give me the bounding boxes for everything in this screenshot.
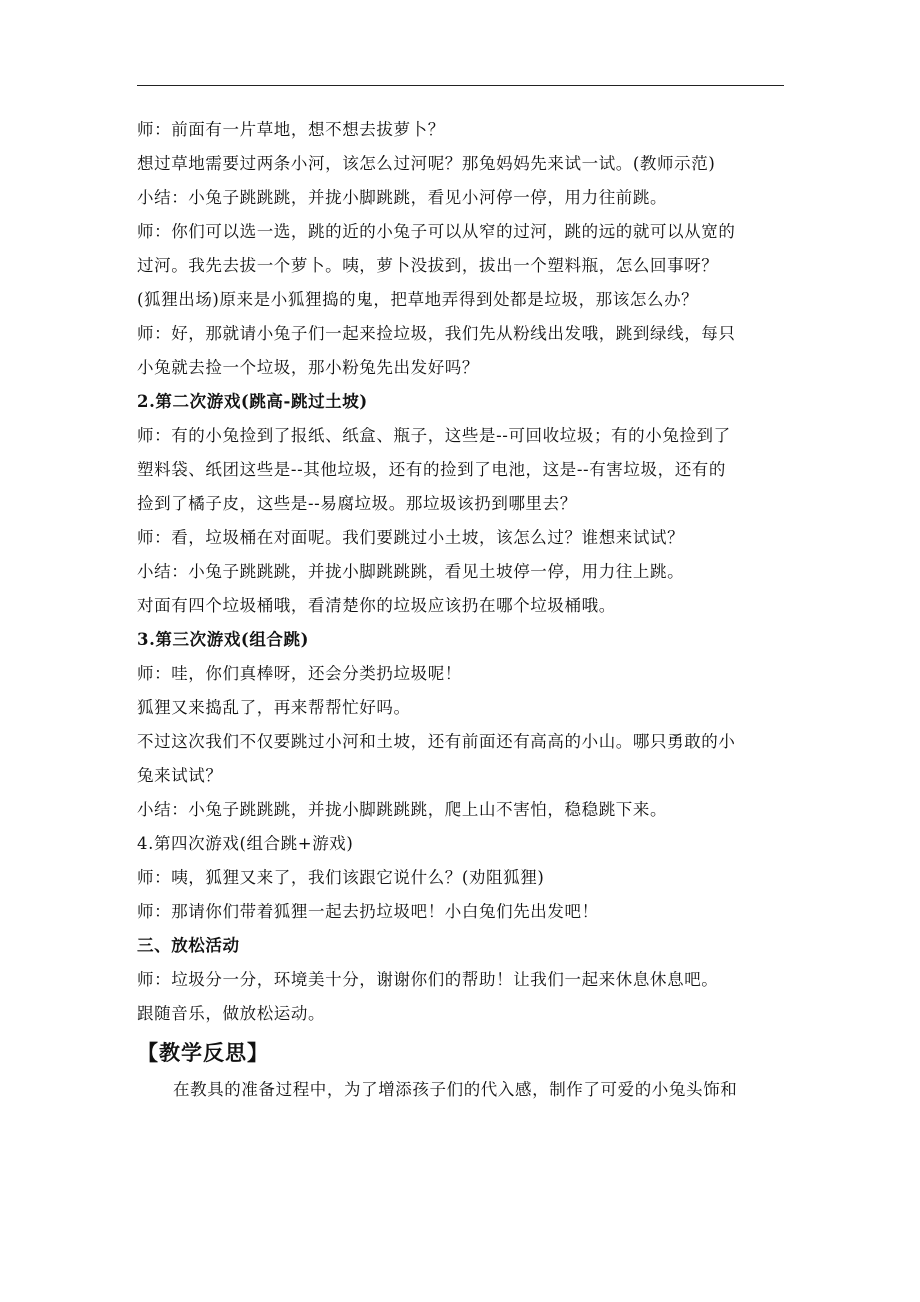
text-line: 师：垃圾分一分，环境美十分，谢谢你们的帮助！让我们一起来休息休息吧。 xyxy=(137,970,719,989)
text-line: 师：那请你们带着狐狸一起去扔垃圾吧！小白兔们先出发吧！ xyxy=(137,902,599,921)
lesson-text xyxy=(137,113,787,1031)
text-line: 不过这次我们不仅要跳过小河和土坡，还有前面还有高高的小山。哪只勇敢的小 xyxy=(137,732,736,751)
reflection-heading: 【教学反思】 xyxy=(137,1040,269,1065)
text-line: 过河。我先去拔一个萝卜。咦，萝卜没拔到，拔出一个塑料瓶，怎么回事呀？ xyxy=(137,256,719,275)
section-heading: 3.第三次游戏(组合跳) xyxy=(137,630,310,649)
text-line: 师：好，那就请小兔子们一起来捡垃圾，我们先从粉线出发哦，跳到绿线，每只 xyxy=(137,324,736,343)
text-line: 跟随音乐，做放松运动。 xyxy=(137,1004,326,1023)
section-heading: 2.第二次游戏(跳高-跳过土坡) xyxy=(137,392,368,411)
text-line: 师：咦，狐狸又来了，我们该跟它说什么？(劝阻狐狸) xyxy=(137,868,545,887)
text-line: (狐狸出场)原来是小狐狸捣的鬼，把草地弄得到处都是垃圾，那该怎么办？ xyxy=(137,290,699,309)
text-line: 师：前面有一片草地，想不想去拔萝卜？ xyxy=(137,120,445,139)
text-line: 塑料袋、纸团这些是--其他垃圾，还有的捡到了电池，这是--有害垃圾，还有的 xyxy=(137,460,727,479)
text-line: 捡到了橘子皮，这些是--易腐垃圾。那垃圾该扔到哪里去？ xyxy=(137,494,577,513)
text-line: 小兔就去捡一个垃圾，那小粉兔先出发好吗？ xyxy=(137,358,479,377)
text-line: 小结：小兔子跳跳跳，并拢小脚跳跳，看见小河停一停，用力往前跳。 xyxy=(137,188,668,207)
header-rule xyxy=(137,85,784,86)
text-line: 小结：小兔子跳跳跳，并拢小脚跳跳跳，爬上山不害怕，稳稳跳下来。 xyxy=(137,800,668,819)
text-line: 对面有四个垃圾桶哦，看清楚你的垃圾应该扔在哪个垃圾桶哦。 xyxy=(137,596,616,615)
text-line: 师：有的小兔捡到了报纸、纸盒、瓶子，这些是--可回收垃圾；有的小兔捡到了 xyxy=(137,426,731,445)
text-line: 狐狸又来捣乱了，再来帮帮忙好吗。 xyxy=(137,698,411,717)
text-line: 师：你们可以选一选，跳的近的小兔子可以从窄的过河，跳的远的就可以从宽的 xyxy=(137,222,736,241)
text-line: 师：看，垃圾桶在对面呢。我们要跳过小土坡，该怎么过？谁想来试试？ xyxy=(137,528,685,547)
text-line: 4.第四次游戏(组合跳+游戏) xyxy=(137,834,354,853)
text-line: 兔来试试？ xyxy=(137,766,223,785)
text-line: 小结：小兔子跳跳跳，并拢小脚跳跳跳，看见土坡停一停，用力往上跳。 xyxy=(137,562,685,581)
document-body xyxy=(137,113,787,1107)
text-line: 想过草地需要过两条小河，该怎么过河呢？那兔妈妈先来试一试。(教师示范) xyxy=(137,154,716,173)
text-line: 师：哇，你们真棒呀，还会分类扔垃圾呢！ xyxy=(137,664,462,683)
section-heading: 三、放松活动 xyxy=(137,936,240,955)
reflection-paragraph: 在教具的准备过程中，为了增添孩子们的代入感，制作了可爱的小兔头饰和 xyxy=(173,1080,738,1099)
